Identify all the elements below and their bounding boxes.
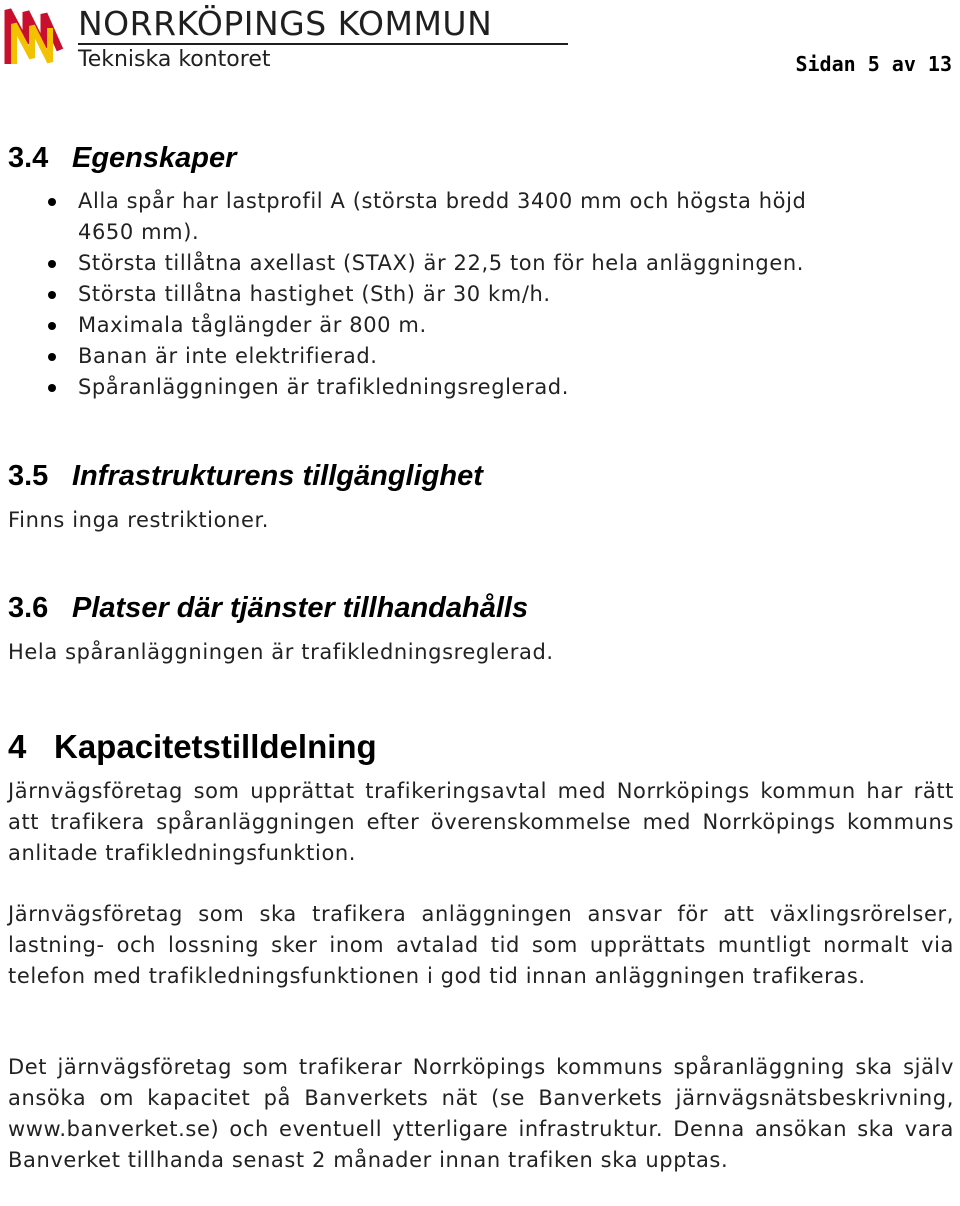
- list-item: Alla spår har lastprofil A (största bredd 3400 mm och högsta höjd: [0, 186, 930, 217]
- chapter-number: 4: [8, 728, 27, 765]
- list-item: Spåranläggningen är trafikledningsreglerad.: [0, 372, 930, 403]
- section-text-3-5: Finns inga restriktioner.: [8, 508, 270, 532]
- section-heading-3-5: [8, 460, 483, 493]
- norrkoping-emblem-icon: [4, 4, 64, 70]
- chapter-heading-4: [8, 728, 377, 766]
- section-title: Infrastrukturens tillgänglighet: [72, 460, 483, 492]
- section-number: 3.5: [8, 460, 49, 492]
- section-heading-3-4: [8, 142, 236, 175]
- bullet-icon: [48, 322, 56, 330]
- section-title: Egenskaper: [72, 142, 237, 174]
- section-number: 3.4: [8, 142, 49, 174]
- list-item: Största tillåtna hastighet (Sth) är 30 km/h.: [0, 279, 930, 310]
- list-item: Banan är inte elektrifierad.: [0, 341, 930, 372]
- list-item: Största tillåtna axellast (STAX) är 22,5 ton för hela anläggningen.: [0, 248, 930, 279]
- page-number: Sidan 5 av 13: [795, 52, 952, 76]
- list-item-continuation: 4650 mm).: [78, 220, 200, 244]
- bullet-icon: [48, 353, 56, 361]
- paragraph: Järnvägsföretag som upprättat trafikeringsavtal med Norrköpings kommun har rätt att trafikera spåranläggningen efter överenskommelse med Norrköpings kommuns anlitade trafikledningsfunktion.: [8, 779, 954, 865]
- municipality-logo: [4, 4, 570, 74]
- section-heading-3-6: [8, 592, 528, 625]
- section-text-3-6: Hela spåranläggningen är trafikledningsreglerad.: [8, 640, 554, 664]
- section-number: 3.6: [8, 592, 49, 624]
- chapter-title: Kapacitetstilldelning: [54, 728, 377, 765]
- list-item: Maximala tåglängder är 800 m.: [0, 310, 930, 341]
- section-title: Platser där tjänster tillhandahålls: [72, 592, 529, 624]
- paragraph: Det järnvägsföretag som trafikerar Norrköpings kommuns spåranläggning ska själv ansöka om kapacitet på Banverkets nät (se Banverkets järnvägsnätsbeskrivning, www.banverket.se) och eventuell ytterligare infrastruktur. Denna ansökan ska vara Banverket tillhanda senast 2 månader innan trafiken ska upptas.: [8, 1055, 954, 1172]
- bullet-icon: [48, 384, 56, 392]
- bullet-icon: [48, 291, 56, 299]
- paragraph: Järnvägsföretag som ska trafikera anläggningen ansvar för att växlingsrörelser, lastning- och lossning sker inom avtalad tid som upprättats muntligt normalt via telefon med trafikledningsfunktionen i god tid innan anläggningen trafikeras.: [8, 902, 954, 988]
- org-name: NORRKÖPINGS KOMMUN: [78, 4, 493, 43]
- bullet-icon: [48, 260, 56, 268]
- department-name: Tekniska kontoret: [78, 47, 271, 72]
- logo-divider: [78, 43, 568, 45]
- bullet-icon: [48, 198, 56, 206]
- properties-list: [0, 186, 930, 403]
